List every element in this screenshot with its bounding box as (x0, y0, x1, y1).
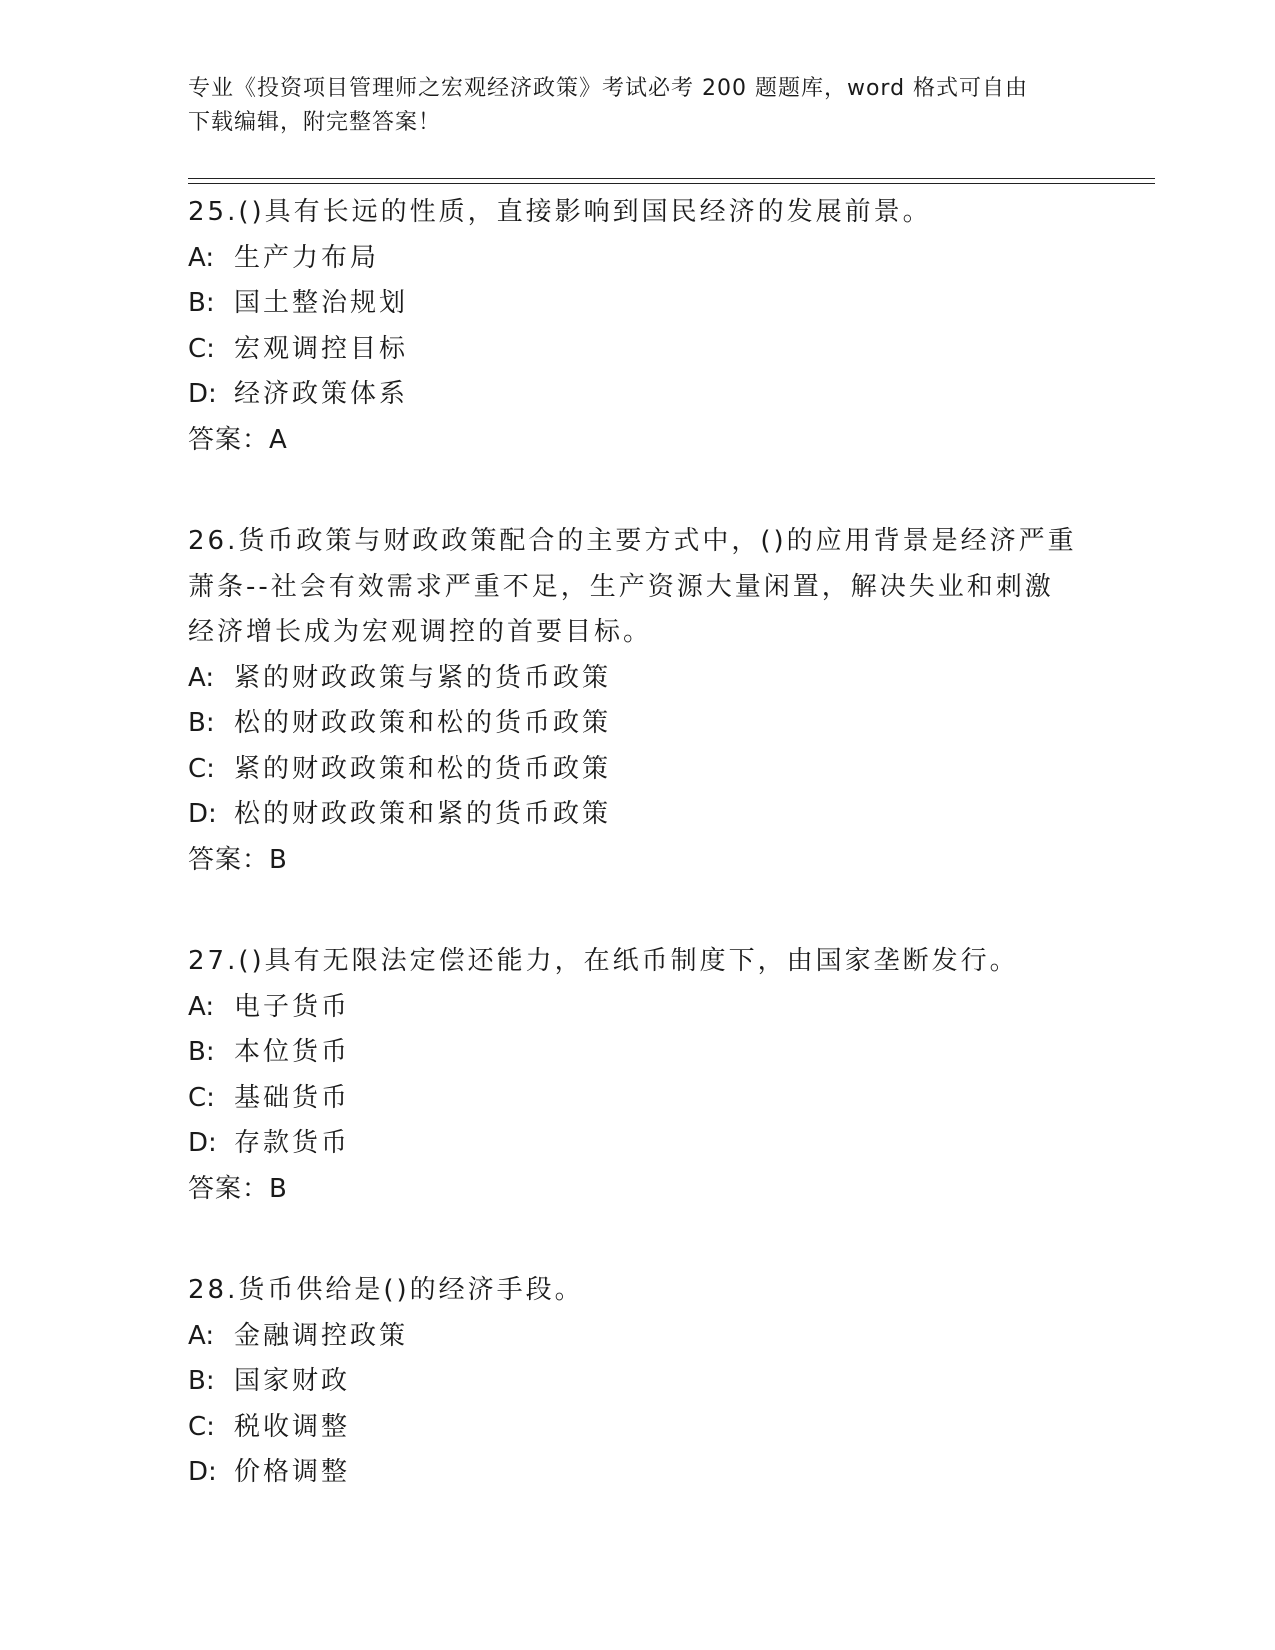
option-a (188, 236, 1088, 282)
option-text: 价格调整 (234, 1457, 351, 1487)
option-d (188, 1121, 1088, 1167)
option-letter: A: (188, 991, 215, 1022)
question-27 (188, 939, 1088, 1212)
option-letter: C: (188, 1082, 215, 1113)
option-c (188, 747, 1088, 793)
option-letter: B: (188, 1366, 215, 1396)
option-b (188, 701, 1088, 747)
question-list (188, 190, 1088, 1552)
header-divider-top (188, 178, 1155, 179)
option-letter: D: (188, 379, 217, 409)
option-text: 紧的财政政策和松的货币政策 (234, 753, 612, 784)
answer-line: 答案：A (188, 424, 288, 455)
option-text: 松的财政政策和紧的货币政策 (234, 799, 612, 829)
question-25 (188, 190, 1088, 463)
option-letter: B: (188, 288, 215, 318)
question-28 (188, 1268, 1088, 1496)
option-d (188, 372, 1088, 418)
option-letter: D: (188, 1128, 217, 1158)
option-letter: D: (188, 1457, 217, 1487)
option-a (188, 656, 1088, 702)
option-c (188, 327, 1088, 373)
option-c (188, 1076, 1088, 1122)
option-b (188, 1359, 1088, 1405)
question-stem-line-1: 26.货币政策与财政政策配合的主要方式中，()的应用背景是经济严重 (188, 526, 1077, 556)
document-header (188, 72, 1068, 140)
option-text: 存款货币 (234, 1128, 351, 1158)
option-text: 国家财政 (234, 1366, 351, 1396)
option-letter: A: (188, 1320, 215, 1351)
option-text: 国土整治规划 (234, 288, 409, 318)
option-b (188, 281, 1088, 327)
answer-line: 答案：B (188, 844, 288, 875)
option-d (188, 1450, 1088, 1496)
question-stem: 25.()具有长远的性质，直接影响到国民经济的发展前景。 (188, 197, 932, 227)
option-text: 金融调控政策 (234, 1320, 409, 1351)
option-letter: D: (188, 799, 217, 829)
option-text: 电子货币 (234, 991, 351, 1022)
option-text: 松的财政政策和松的货币政策 (234, 708, 612, 738)
option-text: 生产力布局 (234, 242, 380, 273)
option-letter: C: (188, 1411, 215, 1442)
question-stem: 28.货币供给是()的经济手段。 (188, 1275, 584, 1305)
option-letter: C: (188, 753, 215, 784)
answer-line: 答案：B (188, 1173, 288, 1204)
option-a (188, 985, 1088, 1031)
option-text: 宏观调控目标 (234, 333, 409, 364)
option-a (188, 1314, 1088, 1360)
header-line-1: 专业《投资项目管理师之宏观经济政策》考试必考 200 题题库，word 格式可自由 (188, 76, 1029, 101)
question-stem: 27.()具有无限法定偿还能力，在纸币制度下，由国家垄断发行。 (188, 946, 1019, 976)
option-b (188, 1030, 1088, 1076)
option-text: 基础货币 (234, 1082, 351, 1113)
option-letter: B: (188, 1037, 215, 1067)
question-stem-line-3: 经济增长成为宏观调控的首要目标。 (188, 617, 653, 647)
option-text: 本位货币 (234, 1037, 351, 1067)
option-text: 税收调整 (234, 1411, 351, 1442)
question-26 (188, 519, 1088, 883)
option-c (188, 1405, 1088, 1451)
option-letter: A: (188, 662, 215, 693)
option-letter: B: (188, 708, 215, 738)
option-letter: A: (188, 242, 215, 273)
option-text: 紧的财政政策与紧的货币政策 (234, 662, 612, 693)
header-line-2: 下载编辑，附完整答案！ (188, 110, 442, 135)
header-divider-bottom (188, 183, 1155, 184)
option-text: 经济政策体系 (234, 379, 409, 409)
option-d (188, 792, 1088, 838)
question-stem-line-2: 萧条--社会有效需求严重不足，生产资源大量闲置，解决失业和刺激 (188, 571, 1054, 602)
option-letter: C: (188, 333, 215, 364)
